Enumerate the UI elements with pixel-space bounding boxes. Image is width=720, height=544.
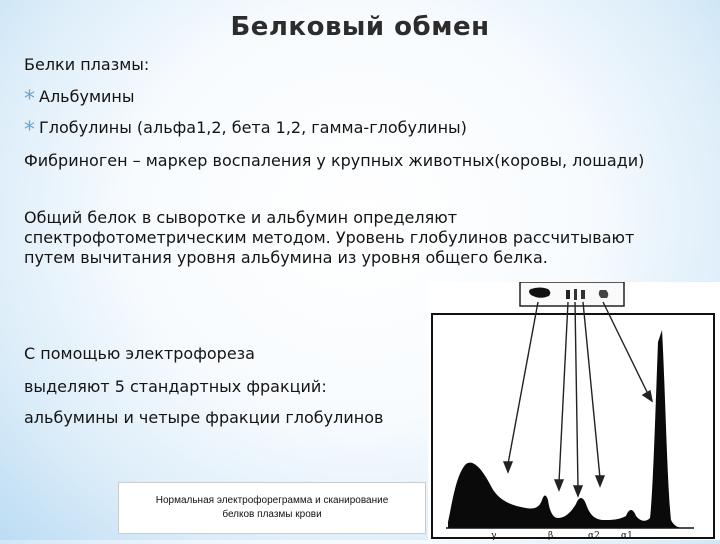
scan-curve: [448, 330, 684, 528]
asterisk-bullet-icon: *: [24, 118, 35, 143]
figure-caption-box: [118, 482, 426, 534]
gel-band-alpha1: [566, 290, 570, 299]
gel-band-alpha2: [574, 289, 577, 300]
label-alpha2: α2: [588, 531, 600, 540]
gel-band-beta: [581, 290, 585, 299]
electrophoresis-line-3: альбумины и четыре фракции глобулинов: [24, 408, 384, 427]
figure-caption: Нормальная электрофореграмма и сканирование белков плазмы крови: [155, 495, 389, 520]
electrophoregram-scan: [428, 282, 720, 540]
paragraph-total-protein: Общий белок в сыворотке и альбумин определяют спектрофотометрическим методом. Уровень глобулинов рассчитывают путем вычитания уровня альбумина из уровня общего белка.: [24, 208, 635, 267]
electrophoresis-figure: [428, 282, 720, 540]
gel-band-gamma: [599, 290, 609, 298]
plasma-proteins-heading: Белки плазмы:: [24, 55, 150, 74]
slide-title: Белковый обмен: [230, 12, 490, 42]
asterisk-bullet-icon: *: [24, 87, 35, 112]
bullet-globulins: [24, 117, 467, 143]
label-gamma: γ: [491, 531, 497, 540]
label-beta: β: [548, 531, 554, 540]
electrophoresis-line-1: С помощью электрофореза: [24, 344, 255, 363]
bullet-label: Альбумины: [39, 87, 135, 106]
paragraph-fibrinogen: Фибриноген – маркер воспаления у крупных животных(коровы, лошади): [24, 151, 645, 170]
electrophoresis-line-2: выделяют 5 стандартных фракций:: [24, 377, 327, 396]
label-alpha1: α1: [621, 531, 633, 540]
bullet-label: Глобулины (альфа1,2, бета 1,2, гамма-глобулины): [39, 118, 467, 137]
band-arrows: [504, 302, 652, 496]
bullet-albumins: [24, 86, 135, 112]
